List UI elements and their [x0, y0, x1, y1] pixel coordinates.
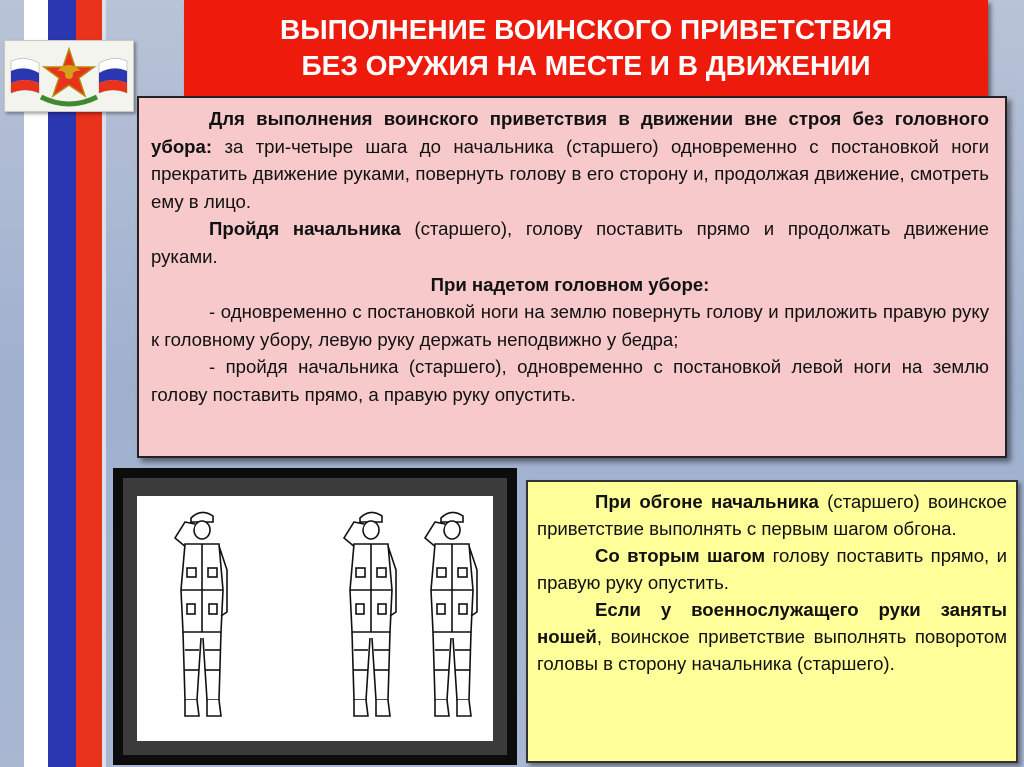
- title-line-1: ВЫПОЛНЕНИЕ ВОИНСКОГО ПРИВЕТСТВИЯ: [279, 14, 892, 45]
- section-heading: При надетом головном уборе:: [430, 273, 710, 295]
- flag-stripe-white: [24, 0, 48, 767]
- main-text-box: [137, 96, 1007, 458]
- paragraph-overtaking: [537, 488, 1007, 542]
- paragraph-lead: Со вторым шагом: [595, 545, 766, 566]
- paragraph-body: (старшего), голову поставить прямо и продолжать движение руками.: [151, 218, 989, 267]
- paragraph-lead: Пройдя начальника: [209, 218, 401, 240]
- paragraph-body: за три-четыре шага до начальника (старшего) одновременно с постановкой ноги прекратить движение руками, повернуть голову в его сторону и, продолжая движение, смотреть ему в лицо.: [151, 135, 989, 212]
- paragraph-body: голову поставить прямо, и правую руку опустить.: [537, 545, 1008, 593]
- paragraph-lead: При обгоне начальника: [595, 491, 819, 512]
- title-line-2: БЕЗ ОРУЖИЯ НА МЕСТЕ И В ДВИЖЕНИИ: [301, 50, 871, 81]
- paragraph-hands-busy: [537, 596, 1007, 677]
- army-emblem-icon: [4, 40, 134, 112]
- paragraph-lead: Для выполнения воинского приветствия в движении вне строя без головного убора:: [151, 108, 989, 157]
- paragraph-lead: Если у военнослужащего руки заняты ношей: [537, 599, 1007, 647]
- paragraph-passing: [151, 215, 989, 270]
- paragraph-second-step: [537, 542, 1007, 596]
- saluting-soldiers-icon: [137, 496, 493, 741]
- stripe-edge: [102, 0, 106, 767]
- side-text-box: [526, 480, 1018, 763]
- paragraph-body: , воинское приветствие выполнять поворотом головы в сторону начальника (старшего).: [537, 626, 1007, 674]
- paragraph-no-headgear: [151, 105, 989, 215]
- flag-stripe-red: [76, 0, 102, 767]
- page-title: [184, 0, 988, 96]
- illustration-frame: [113, 468, 517, 765]
- illustration-mat: [123, 478, 507, 755]
- list-item: - одновременно с постановкой ноги на землю повернуть голову и приложить правую руку к головному убору, левую руку держать неподвижно у бедра;: [151, 301, 989, 350]
- paragraph-body: (старшего) воинское приветствие выполнять с первым шагом обгона.: [537, 491, 1007, 539]
- flag-stripe-blue: [48, 0, 76, 767]
- list-item: - пройдя начальника (старшего), одновременно с постановкой левой ноги на землю голову поставить прямо, а правую руку опустить.: [151, 356, 989, 405]
